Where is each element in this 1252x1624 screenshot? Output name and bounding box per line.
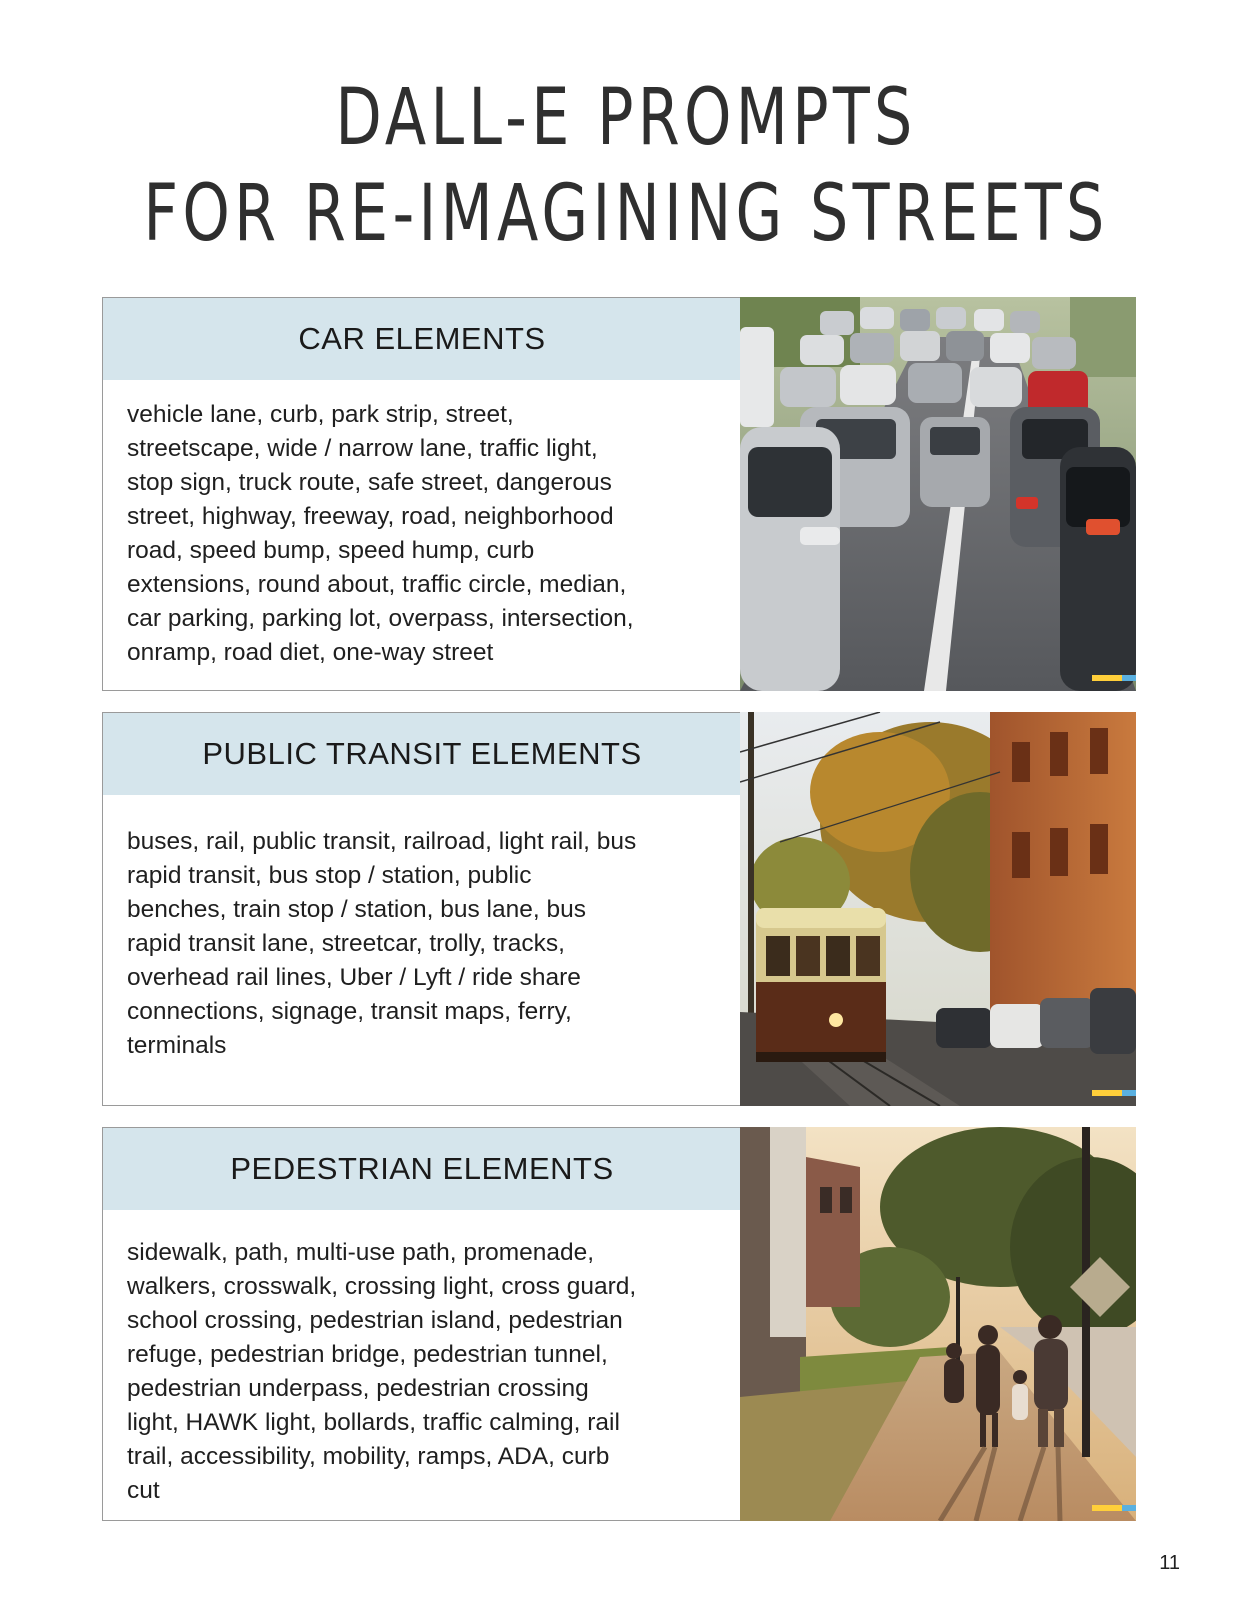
- traffic-jam-photo: [740, 297, 1136, 691]
- text-line: stop sign, truck route, safe street, dangerous: [127, 469, 612, 496]
- text-line: cut: [127, 1477, 160, 1504]
- car-elements-text: [127, 398, 727, 670]
- text-line: school crossing, pedestrian island, pedestrian: [127, 1307, 623, 1334]
- text-line: street, highway, freeway, road, neighborhood: [127, 503, 614, 530]
- text-line: streetscape, wide / narrow lane, traffic light,: [127, 435, 598, 462]
- page-number: 11: [1159, 1552, 1180, 1574]
- pedestrian-section: [102, 1127, 1136, 1521]
- text-line: extensions, round about, traffic circle, median,: [127, 571, 627, 598]
- text-line: rapid transit lane, streetcar, trolly, tracks,: [127, 930, 565, 957]
- pedestrian-card: [102, 1127, 741, 1521]
- text-line: rapid transit, bus stop / station, public: [127, 862, 532, 889]
- family-walking-photo: [740, 1127, 1136, 1521]
- text-line: road, speed bump, speed hump, curb: [127, 537, 535, 564]
- streetcar-photo: [740, 712, 1136, 1106]
- text-line: terminals: [127, 1032, 227, 1059]
- text-line: car parking, parking lot, overpass, intersection,: [127, 605, 634, 632]
- text-line: light, HAWK light, bollards, traffic calming, rail: [127, 1409, 620, 1436]
- car-elements-card: [102, 297, 741, 691]
- text-line: refuge, pedestrian bridge, pedestrian tunnel,: [127, 1341, 608, 1368]
- text-line: onramp, road diet, one-way street: [127, 639, 494, 666]
- text-line: pedestrian underpass, pedestrian crossing: [127, 1375, 589, 1402]
- text-line: trail, accessibility, mobility, ramps, ADA, curb: [127, 1443, 610, 1470]
- pedestrian-text: [127, 1236, 727, 1508]
- public-transit-heading: PUBLIC TRANSIT ELEMENTS: [103, 713, 741, 795]
- text-line: vehicle lane, curb, park strip, street,: [127, 401, 514, 428]
- pedestrian-heading: PEDESTRIAN ELEMENTS: [103, 1128, 741, 1210]
- text-line: overhead rail lines, Uber / Lyft / ride share: [127, 964, 581, 991]
- text-line: connections, signage, transit maps, ferry,: [127, 998, 572, 1025]
- car-elements-heading: CAR ELEMENTS: [103, 298, 741, 380]
- car-elements-section: [102, 297, 1136, 691]
- text-line: buses, rail, public transit, railroad, light rail, bus: [127, 828, 637, 855]
- public-transit-text: [127, 825, 727, 1063]
- public-transit-card: [102, 712, 741, 1106]
- page-title: [88, 70, 1165, 262]
- page-title-line-1: DALL-E PROMPTS: [335, 73, 917, 163]
- text-line: sidewalk, path, multi-use path, promenade,: [127, 1239, 595, 1266]
- text-line: benches, train stop / station, bus lane, bus: [127, 896, 586, 923]
- text-line: walkers, crosswalk, crossing light, cross guard,: [127, 1273, 637, 1300]
- public-transit-section: [102, 712, 1136, 1106]
- page-title-line-2: FOR RE-IMAGINING STREETS: [143, 169, 1109, 259]
